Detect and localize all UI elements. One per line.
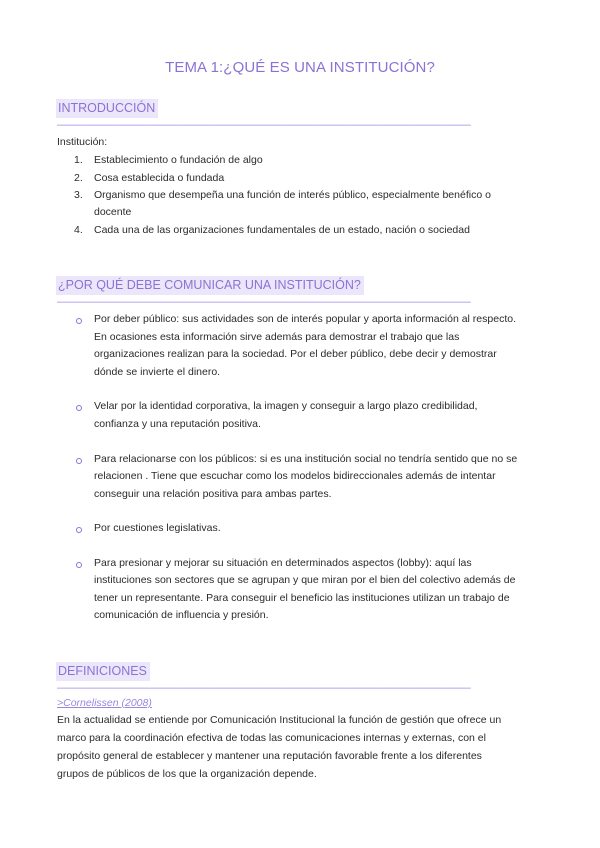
list-text: Cada una de las organizaciones fundamentales de un estado, nación o sociedad: [94, 224, 470, 236]
list-text: docente: [94, 206, 132, 218]
bullet-circle-icon: [76, 458, 82, 464]
list-text: Organismo que desempeña una función de interés público, especialmente benéfico o: [94, 189, 491, 201]
list-text: relacionen . Tiene que escuchar como los modelos bidireccionales además de intentar: [94, 470, 496, 482]
bullet-circle-icon: [76, 527, 82, 533]
list-text: Establecimiento o fundación de algo: [94, 154, 263, 166]
list-text: dónde se invierte el dinero.: [94, 366, 221, 378]
bullet-circle-icon: [76, 405, 82, 411]
definition-text: propósito general de establecer y mantener una reputación favorable frente a los diferentes: [57, 750, 482, 762]
page-title: TEMA 1:¿QUÉ ES UNA INSTITUCIÓN?: [165, 59, 435, 76]
list-text: instituciones son sectores que se agrupan y que miran por el bien del colectivo además de: [94, 574, 516, 586]
definitions-heading: DEFINICIONES: [56, 662, 150, 681]
list-text: conseguir una relación positiva para ambas partes.: [94, 488, 332, 500]
definition-text: En la actualidad se entiende por Comunicación Institucional la función de gestión que ofrece un: [57, 714, 502, 726]
definitions-divider: ———————————————————————————————————————: [57, 682, 471, 694]
list-text: Para relacionarse con los públicos: si es una institución social no tendría sentido que no se: [94, 453, 518, 465]
list-text: Cosa establecida o fundada: [94, 172, 225, 184]
list-number: 3.: [74, 189, 83, 201]
intro-heading: INTRODUCCIÓN: [56, 99, 158, 118]
intro-label: Institución:: [57, 136, 108, 148]
bullet-circle-icon: [76, 562, 82, 568]
list-number: 1.: [74, 154, 83, 166]
list-text: Por deber público: sus actividades son de interés popular y aporta información al respecto.: [94, 313, 516, 325]
intro-divider: ———————————————————————————————————————: [57, 119, 471, 131]
list-number: 2.: [74, 172, 83, 184]
bullet-circle-icon: [76, 318, 82, 324]
why-divider: ———————————————————————————————————————: [57, 296, 471, 308]
list-text: organizaciones realizan para la sociedad. Por el deber público, debe decir y demostrar: [94, 348, 497, 360]
list-text: Velar por la identidad corporativa, la imagen y conseguir a largo plazo credibilidad,: [94, 400, 478, 412]
why-heading: ¿POR QUÉ DEBE COMUNICAR UNA INSTITUCIÓN?: [56, 276, 364, 295]
list-text: Por cuestiones legislativas.: [94, 522, 221, 534]
list-number: 4.: [74, 224, 83, 236]
list-text: confianza y una reputación positiva.: [94, 418, 261, 430]
list-text: En ocasiones esta información sirve además para demostrar el trabajo que las: [94, 331, 460, 343]
source-citation-link[interactable]: >Cornelissen (2008): [57, 697, 152, 709]
definition-text: grupos de públicos de los que la organización depende.: [57, 768, 317, 780]
list-text: Para presionar y mejorar su situación en determinados aspectos (lobby): aquí las: [94, 557, 472, 569]
list-text: comunicación de influencia y presión.: [94, 609, 269, 621]
list-text: tener un representante. Para conseguir el beneficio las instituciones utilizan un trabajo de: [94, 592, 510, 604]
definition-text: marco para la coordinación efectiva de todas las comunicaciones internas y externas, con el: [57, 732, 486, 744]
